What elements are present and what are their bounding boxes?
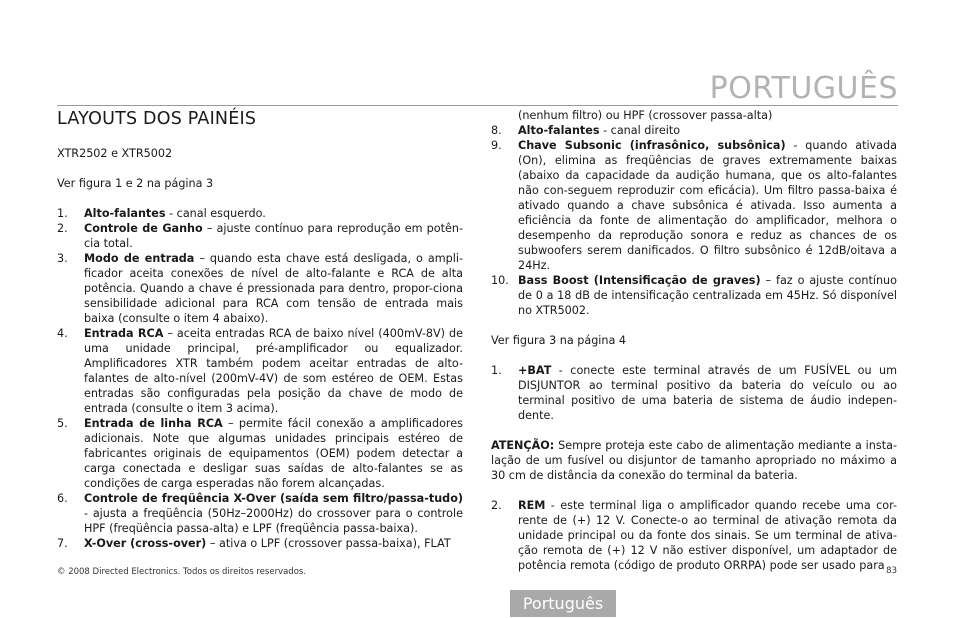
list-item: 8. Alto-falantes - canal direito bbox=[491, 124, 681, 137]
copyright-notice: © 2008 Directed Electronics. Todos os direitos reservados. bbox=[57, 567, 307, 577]
list-item: 1. +BAT - conecte este terminal através de um FUSÍVEL ou um DISJUNTOR ao terminal positivo da bateria do veículo ou ao terminal positivo de uma bateria de sistema de áudio indepen-dente. bbox=[491, 364, 897, 422]
list-item: 3. Modo de entrada – quando esta chave está desligada, o ampli-ficador aceita conexões de nível de alto-falante e RCA de alta potência. Quando a chave é pressionada para dentro, propor-ciona sensibilidade adicional para RCA com tensão de entrada mais baixa (consulte o item 4 abaixo). bbox=[57, 252, 463, 325]
list-item: 6. Controle de freqüência X-Over (saída sem filtro/passa-tudo) - ajusta a freqüência (50Hz–2000Hz) do crossover para o controle HPF (freqüência passa-alta) e LPF (freqüência passa-baixa). bbox=[57, 492, 463, 535]
list-item: 4. Entrada RCA – aceita entradas RCA de baixo nível (400mV-8V) de uma unidade principal, pré-amplificador ou equalizador. Amplificadores XTR também podem aceitar entradas de alto-falantes de alto-nível (200mV-4V) de som estéreo de OEM. Estas entradas são configuradas pela posição da chave de modo de entrada (consulte o item 3 acima). bbox=[57, 327, 463, 415]
list-item: 1. Alto-falantes - canal esquerdo. bbox=[57, 207, 266, 220]
language-tab: Português bbox=[510, 590, 616, 617]
list-item: 2. REM - este terminal liga o amplificador quando recebe uma cor-rente de (+) 12 V. Conecte-o ao terminal de ativação remota da unidade principal ou da fonte dos sinais. Se um terminal de ativa-ção remota de (+) 12 V não estiver disponível, um adaptador de potência remota (código de produto ORRPA) pode ser usado para bbox=[491, 499, 897, 572]
header-divider bbox=[57, 105, 898, 106]
figure-reference: Ver figura 1 e 2 na página 3 bbox=[57, 177, 214, 190]
right-column bbox=[491, 108, 897, 573]
panel-items-list bbox=[57, 206, 463, 551]
left-column bbox=[57, 108, 463, 551]
list-item: 7. X-Over (cross-over) – ativa o LPF (crossover passa-baixa), FLAT bbox=[57, 537, 451, 550]
list-item: 10. Bass Boost (Intensificação de graves) – faz o ajuste contínuo de 0 a 18 dB de intensificação centralizada em 45Hz. Só disponível no XTR5002. bbox=[491, 274, 897, 317]
page-number: 83 bbox=[886, 566, 897, 576]
list-item: 9. Chave Subsonic (infrasônico, subsônica) - quando ativada (On), elimina as freqüências de graves extremamente baixas (abaixo da capacidade da audição humana, que os alto-falantes não con-seguem reproduzir com eficácia). Um filtro passa-baixa é ativado quando a chave subsônica é ativada. Isso aumenta a eficiência da fonte de alimentação do amplificador, melhora o desempenho da reprodução sonora e reduz as chances de os subwoofers serem danificados. O filtro subsônico é 12dB/oitava a 24Hz. bbox=[491, 139, 897, 272]
list-item: 5. Entrada de linha RCA – permite fácil conexão a amplificadores adicionais. Note que algumas unidades principais estéreo de fabricantes originais de equipamentos (OEM) podem detectar a carga conectada e desligar suas saídas de alto-falantes se as condições de carga esperadas não forem alcançadas. bbox=[57, 417, 463, 490]
models-line: XTR2502 e XTR5002 bbox=[57, 147, 173, 160]
section-heading: LAYOUTS DOS PAINÉIS bbox=[57, 109, 257, 129]
figure-reference: Ver figura 3 na página 4 bbox=[491, 334, 627, 347]
list-item: 2. Controle de Ganho – ajuste contínuo para reprodução em potên-cia total. bbox=[57, 222, 463, 250]
warning-note: ATENÇÃO: Sempre proteja este cabo de alimentação mediante a insta-lação de um fusível ou disjuntor de tamanho apropriado no máximo a 30 cm de distância da conexão do terminal da bateria. bbox=[491, 439, 897, 482]
warning-label: ATENÇÃO: bbox=[491, 439, 555, 452]
list-item-continuation: (nenhum filtro) ou HPF (crossover passa-alta) bbox=[518, 109, 773, 122]
page-language-title: PORTUGUÊS bbox=[709, 71, 898, 106]
